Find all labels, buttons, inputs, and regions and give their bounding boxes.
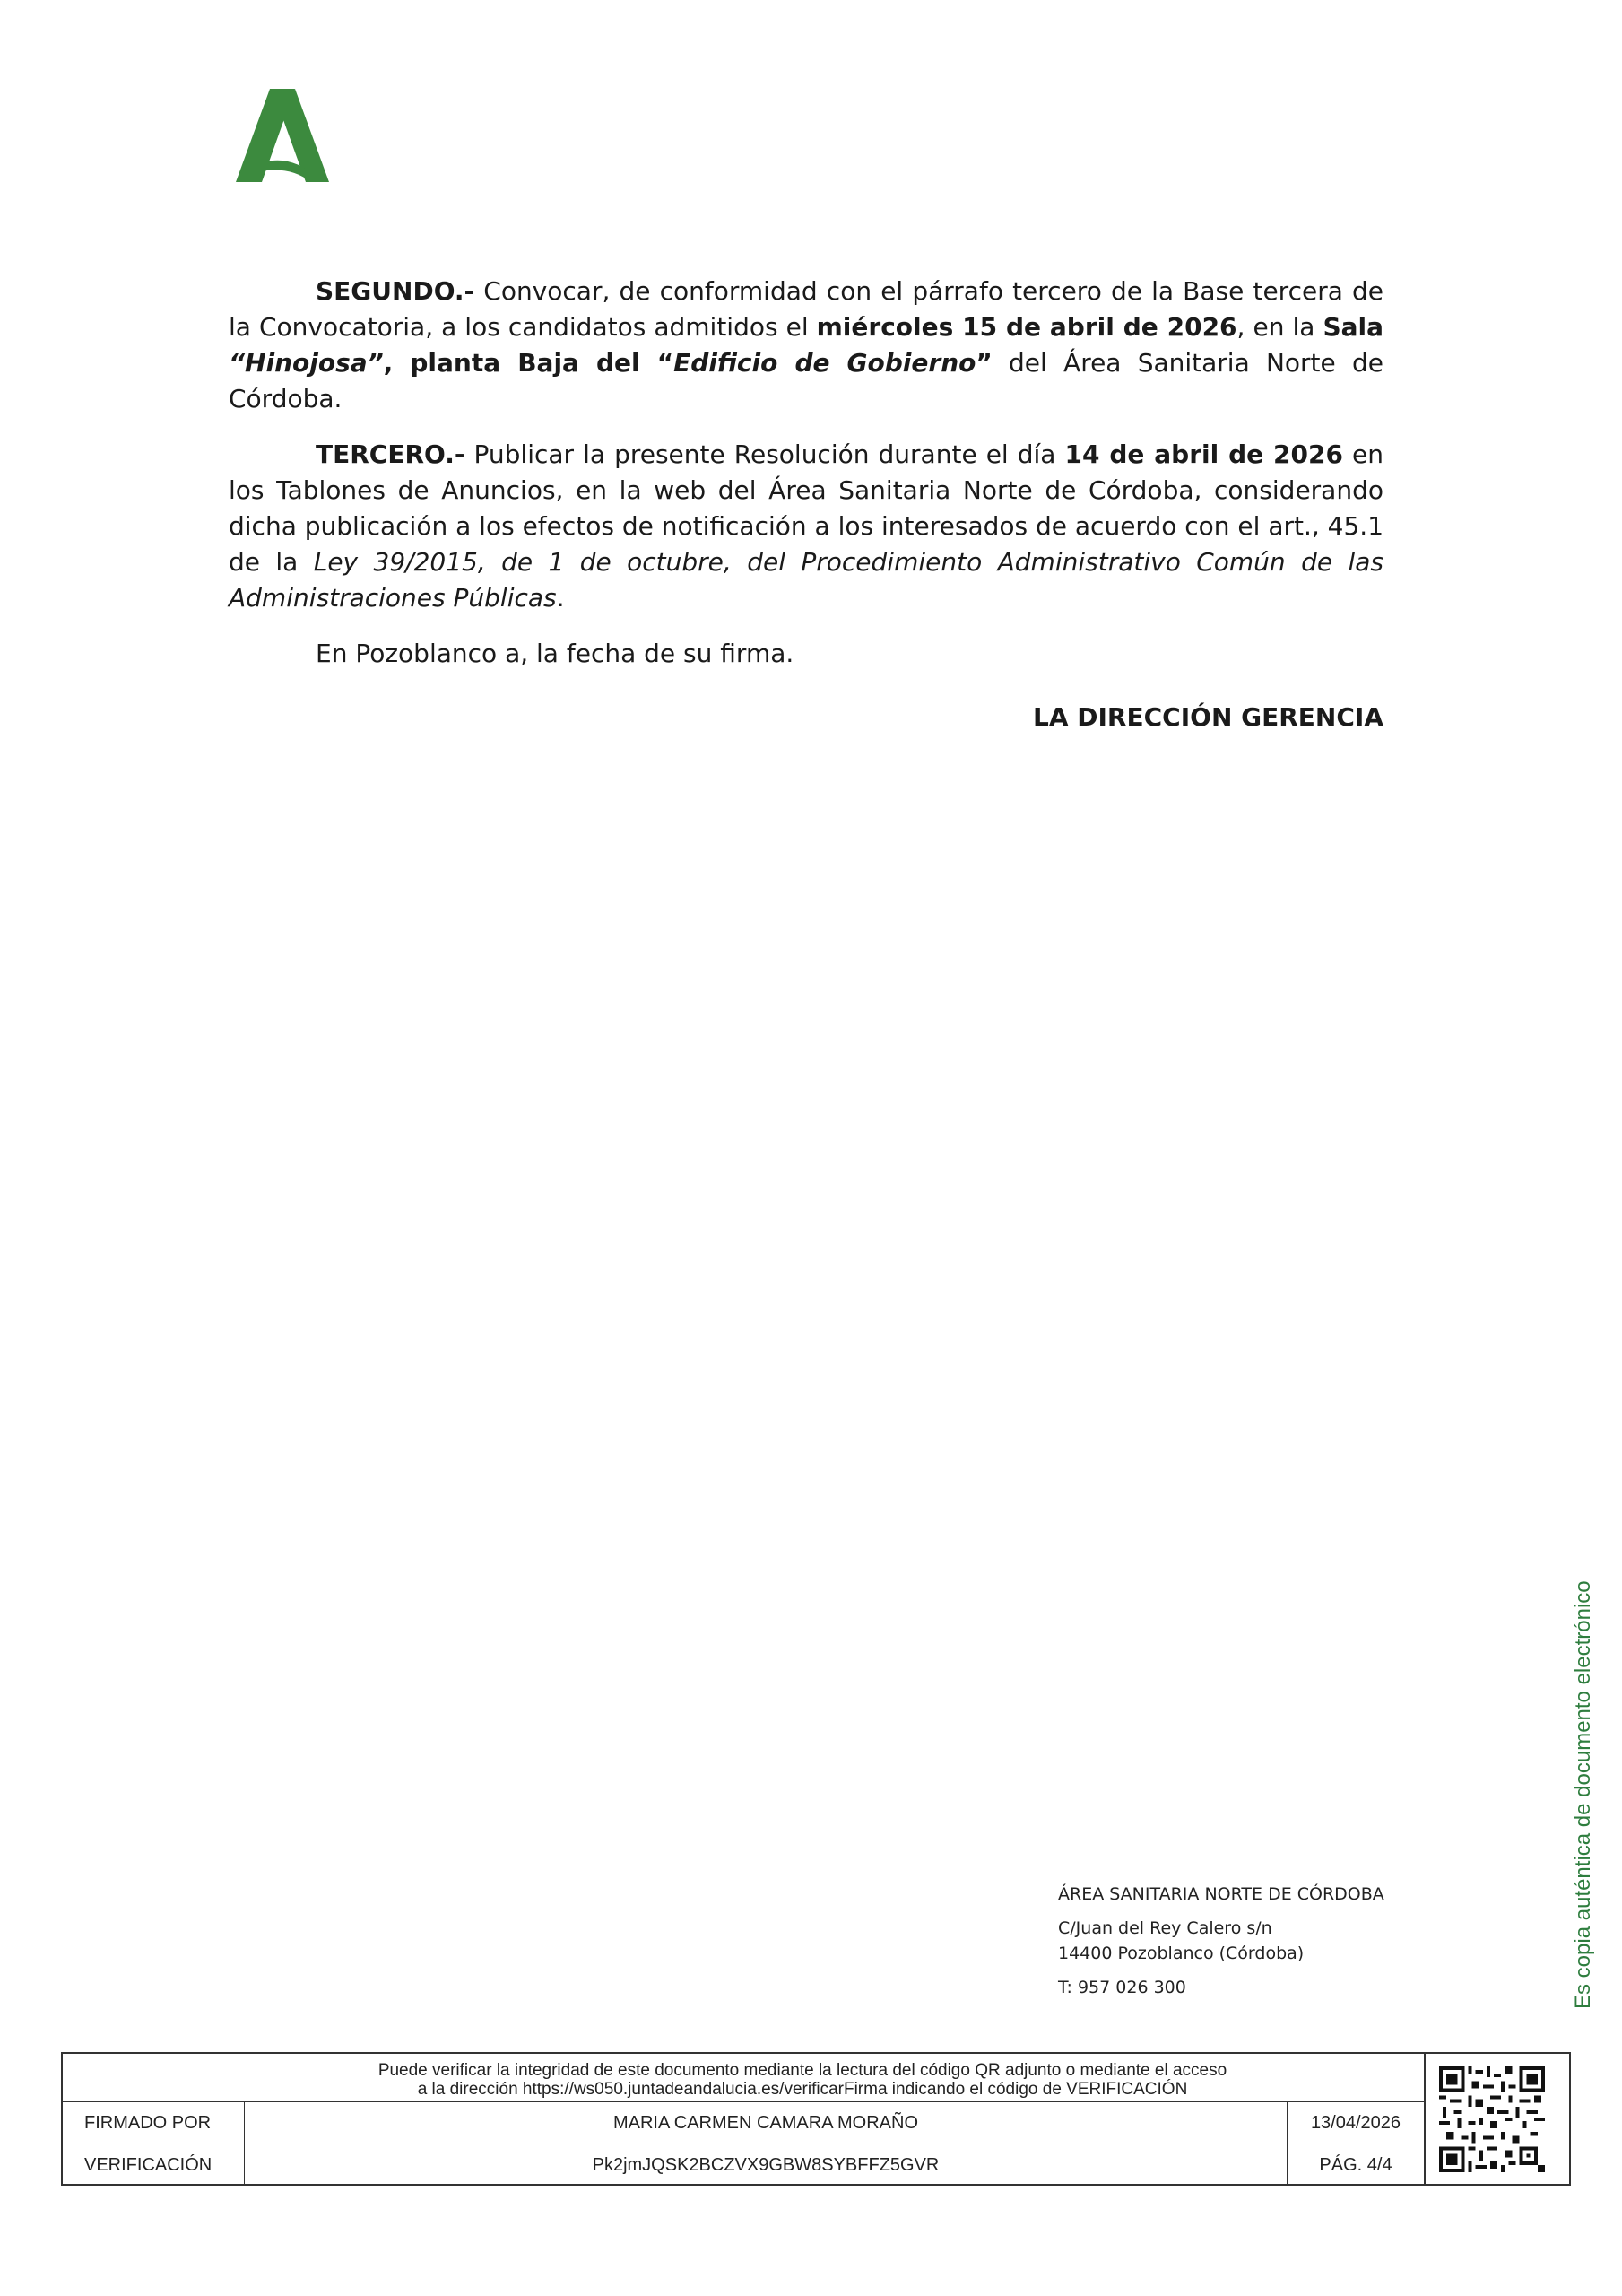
paragraph-tercero bbox=[229, 437, 1383, 616]
resolution-body bbox=[229, 274, 1383, 691]
notice-line: Puede verificar la integridad de este documento mediante la lectura del código QR adjunto o mediante el acceso bbox=[377, 2061, 1227, 2080]
bold-date: 14 de abril de 2026 bbox=[1064, 439, 1343, 469]
text-run: Convocar, de conformidad con el párrafo tercero de la Base tercera de la Convocatoria, a los candidatos admitidos el bbox=[229, 276, 1383, 342]
paragraph-lead: TERCERO.- bbox=[316, 439, 465, 469]
law-citation: Ley 39/2015, de 1 de octubre, del Procedimiento Administrativo Común de las Administraciones Públicas bbox=[229, 547, 1383, 613]
text-run: Publicar la presente Resolución durante el día bbox=[464, 439, 1065, 469]
signed-by-value: MARIA CARMEN CAMARA MORAÑO bbox=[244, 2102, 1288, 2144]
qr-code-icon[interactable] bbox=[1439, 2066, 1545, 2172]
bold-date: miércoles 15 de abril de 2026 bbox=[816, 312, 1237, 342]
building-name: Edificio de Gobierno bbox=[673, 348, 976, 378]
verification-label: VERIFICACIÓN bbox=[84, 2154, 213, 2175]
signed-by-row bbox=[63, 2101, 1424, 2144]
text-run: en los Tablones de Anuncios, en la web del Área Sanitaria Norte de Córdoba, considerando dicha publicación a los efectos de notificación a los interesados de acuerdo con el art., 45.1 de la bbox=[229, 439, 1384, 577]
verification-row bbox=[63, 2144, 1424, 2186]
bold-run: Sala bbox=[1323, 312, 1383, 342]
bold-run: , planta Baja del “ bbox=[383, 348, 674, 378]
address-city: 14400 Pozoblanco (Córdoba) bbox=[1058, 1944, 1305, 1963]
paragraph-segundo bbox=[229, 274, 1383, 417]
authentic-copy-text: Es copia auténtica de documento electrónico bbox=[1571, 1580, 1595, 2009]
verification-code: Pk2jmJQSK2BCZVX9GBW8SYBFFZ5GVR bbox=[244, 2144, 1288, 2186]
authentic-copy-note bbox=[1571, 1570, 1607, 2018]
paragraph-closing bbox=[229, 636, 1383, 672]
junta-andalucia-logo bbox=[229, 85, 336, 186]
signature-date: 13/04/2026 bbox=[1310, 2112, 1401, 2133]
address-street: C/Juan del Rey Calero s/n bbox=[1058, 1918, 1272, 1938]
address-org: ÁREA SANITARIA NORTE DE CÓRDOBA bbox=[1058, 1884, 1384, 1904]
closing-text: En Pozoblanco a, la fecha de su firma. bbox=[316, 639, 794, 668]
signed-by-label: FIRMADO POR bbox=[84, 2112, 212, 2133]
signer-title: LA DIRECCIÓN GERENCIA bbox=[1033, 702, 1383, 732]
text-run: , en la bbox=[1236, 312, 1323, 342]
address-phone: T: 957 026 300 bbox=[1058, 1978, 1186, 1997]
text-run: del Área Sanitaria Norte de Córdoba. bbox=[229, 348, 1383, 413]
notice-line: a la dirección https://ws050.juntadeandalucia.es/verificarFirma indicando el código de VERIFICACIÓN bbox=[417, 2080, 1188, 2099]
signature-table bbox=[63, 2101, 1424, 2186]
bold-run: ” bbox=[976, 348, 993, 378]
address-block bbox=[1058, 1882, 1384, 2000]
page-number: PÁG. 4/4 bbox=[1319, 2154, 1392, 2175]
room-name: “Hinojosa” bbox=[229, 348, 384, 378]
verification-footer bbox=[61, 2052, 1571, 2186]
text-run: . bbox=[556, 583, 565, 613]
verification-notice bbox=[242, 2061, 1363, 2099]
paragraph-lead: SEGUNDO.- bbox=[316, 276, 475, 306]
